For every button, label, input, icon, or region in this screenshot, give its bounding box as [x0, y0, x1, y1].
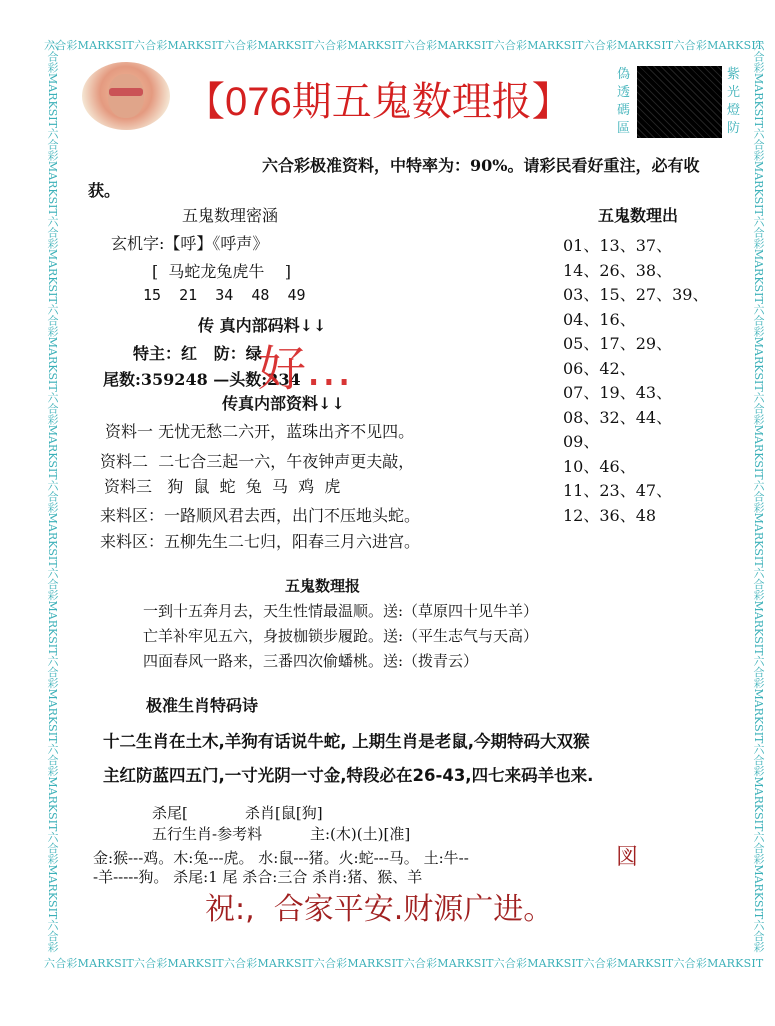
- blessing: 祝:, 合家平安.财源广进。: [205, 892, 554, 927]
- number-row: 08、32、44、: [563, 407, 673, 427]
- side-label-right: 紫光燈防: [727, 67, 741, 136]
- elements-line2: -羊-----狗。 杀尾:1 尾 杀合:三合 杀肖:猪、猴、羊: [93, 868, 423, 886]
- frame-left-watermark: 六合彩MARKSIT六合彩MARKSIT六合彩MARKSIT六合彩MARKSIT六合彩MARKSIT六合彩MARKSIT六合彩MARKSIT六合彩MARKSIT六合彩MARKSIT六合彩MARKSIT六合彩: [46, 40, 59, 953]
- number-row: 07、19、43、: [563, 383, 673, 402]
- number-row: 14、26、38、: [563, 260, 673, 280]
- list-item: 来料区：五柳先生二七归，阳春三月六进宫。: [100, 532, 421, 551]
- number-row: 11、23、47、: [563, 481, 673, 500]
- fax-heading-2: 传真内部资料↓↓: [222, 394, 345, 413]
- side-label-left: 偽透碼區: [617, 67, 631, 136]
- anti-fake-code-image: [637, 66, 722, 138]
- number-row: 03、15、27、39、: [563, 285, 709, 304]
- report-line: 四面春风一路来，三番四次偷蟠桃。送:（拨青云）: [143, 652, 479, 670]
- frame-bottom-watermark: 六合彩MARKSIT六合彩MARKSIT六合彩MARKSIT六合彩MARKSIT六合彩MARKSIT六合彩MARKSIT六合彩MARKSIT六合彩MARKSIT: [44, 957, 764, 970]
- riddle: 玄机字:【呼】《呼声》: [111, 234, 269, 253]
- elements-line1: 金:猴---鸡。木:兔---虎。 水:鼠---猪。火:蛇---马。 土:牛--: [93, 849, 469, 867]
- title-text: 期五鬼数理报: [291, 79, 532, 125]
- kill-tail: 杀尾[: [152, 804, 188, 822]
- right-heading: 五鬼数理出: [598, 206, 679, 225]
- overlay-mark: 好...: [258, 341, 352, 397]
- page-title: [185, 70, 572, 127]
- main-guard: 特主：红 防：绿: [133, 344, 262, 363]
- number-row: 04、16、: [563, 309, 636, 329]
- frame-right-watermark: 六合彩MARKSIT六合彩MARKSIT六合彩MARKSIT六合彩MARKSIT六合彩MARKSIT六合彩MARKSIT六合彩MARKSIT六合彩MARKSIT六合彩MARKSIT六合彩MARKSIT六合彩: [752, 40, 765, 953]
- report-line: 一到十五奔月去，天生性情最温顺。送:（草原四十见牛羊）: [143, 602, 539, 620]
- number-row: 01、13、37、: [563, 236, 673, 255]
- report-line: 亡羊补牢见五六，身披枷锁步履跄。送:（平生志气与天高）: [143, 627, 539, 645]
- poem-heading: 极准生肖特码诗: [146, 696, 259, 715]
- bracket-right: 】: [531, 79, 572, 125]
- issue-number: 076: [225, 80, 292, 124]
- poem-line2: 主红防蓝四五门,一寸光阴一寸金,特段必在26-43,四七来码羊也来.: [103, 766, 594, 785]
- list-item: 资料三 狗 鼠 蛇 兔 马 鸡 虎: [104, 477, 341, 496]
- stamp-mark: 図: [616, 845, 639, 870]
- number-row: 09、: [563, 432, 600, 451]
- intro-line2: 获。: [88, 181, 121, 200]
- five-elements-label: 五行生肖-参考料: [152, 825, 263, 843]
- zodiac-set: [ 马蛇龙兔虎牛 ]: [152, 262, 292, 281]
- intro-line1: 六合彩极准资料，中特率为：90%。请彩民看好重注，必有收: [262, 156, 700, 175]
- bracket-left: 【: [185, 79, 225, 125]
- list-item: 资料二 二七合三起一六，午夜钟声更夫敲，: [100, 452, 415, 471]
- report-heading: 五鬼数理报: [285, 577, 361, 595]
- left-heading: 五鬼数理密涵: [182, 206, 279, 225]
- number-row: 12、36、48: [563, 505, 657, 525]
- kill-zodiac: 杀肖[鼠[狗]: [245, 804, 323, 822]
- poem-line1: 十二生肖在土木,羊狗有话说牛蛇, 上期生肖是老鼠,今期特码大双猴: [103, 732, 590, 751]
- number-set: 15 21 34 48 49: [143, 286, 306, 304]
- list-item: 资料一 无忧无愁二六开，蓝珠出齐不见四。: [105, 422, 415, 441]
- avatar: [82, 62, 170, 130]
- main-elements: 主:(木)(土)[准]: [310, 825, 411, 843]
- number-row: 10、46、: [563, 456, 636, 476]
- number-row: 05、17、29、: [563, 334, 673, 353]
- fax-heading-1: 传 真内部码料↓↓: [198, 316, 327, 335]
- list-item: 来料区：一路顺风君去西，出门不压地头蛇。: [100, 506, 421, 525]
- number-list: [563, 233, 708, 527]
- frame-top-watermark: 六合彩MARKSIT六合彩MARKSIT六合彩MARKSIT六合彩MARKSIT六合彩MARKSIT六合彩MARKSIT六合彩MARKSIT六合彩MARKSIT: [44, 39, 764, 52]
- tail-head-numbers: 尾数:359248 —头数:234: [103, 370, 301, 389]
- number-row: 06、42、: [563, 358, 636, 378]
